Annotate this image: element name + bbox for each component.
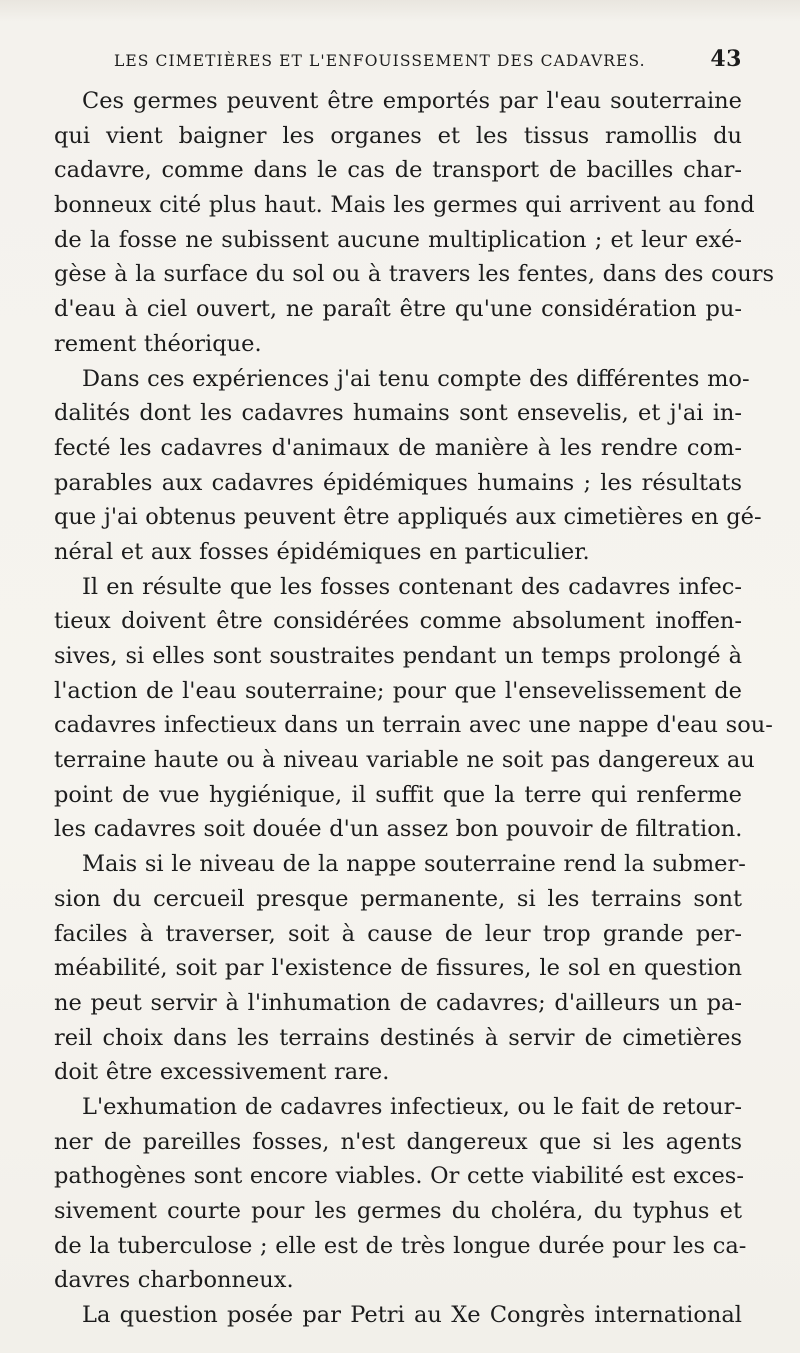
text-line: gèse à la surface du sol ou à travers les fentes, dans des cours	[54, 261, 775, 288]
text-line: parables aux cadavres épidémiques humains ; les résultats	[54, 469, 742, 496]
running-title: LES CIMETIÈRES ET L'ENFOUISSEMENT DES CADAVRES.	[114, 52, 646, 70]
text-line: cadavres infectieux dans un terrain avec une nappe d'eau sou-	[54, 712, 773, 739]
paragraph	[54, 570, 773, 848]
text-line: que j'ai obtenus peuvent être appliqués aux cimetières en gé-	[54, 504, 762, 531]
text-line: néral et aux fosses épidémiques en particulier.	[54, 538, 590, 565]
text-line: l'action de l'eau souterraine; pour que l'ensevelissement de	[54, 677, 742, 704]
text-line: de la fosse ne subissent aucune multiplication ; et leur exé-	[54, 226, 742, 253]
body-text	[54, 84, 775, 1333]
page-number: 43	[710, 46, 742, 72]
text-line: fecté les cadavres d'animaux de manière à les rendre com-	[54, 434, 742, 461]
text-line: de la tuberculose ; elle est de très longue durée pour les ca-	[54, 1232, 747, 1259]
running-header	[114, 46, 742, 76]
paragraph	[54, 1298, 742, 1333]
text-line: dalités dont les cadavres humains sont ensevelis, et j'ai in-	[54, 400, 742, 427]
text-line: Ces germes peuvent être emportés par l'eau souterraine	[82, 88, 742, 114]
text-line: rement théorique.	[54, 330, 262, 357]
text-line: point de vue hygiénique, il suffit que la terre qui renferme	[54, 781, 742, 808]
paragraph	[54, 1090, 747, 1298]
text-line: d'eau à ciel ouvert, ne paraît être qu'une considération pu-	[54, 296, 742, 323]
text-line: faciles à traverser, soit à cause de leur trop grande per-	[54, 920, 742, 947]
paragraph	[54, 847, 746, 1090]
paragraph	[54, 84, 775, 362]
text-line: tieux doivent être considérées comme absolument inoffen-	[54, 608, 742, 635]
text-line: Dans ces expériences j'ai tenu compte des différentes mo-	[82, 365, 750, 392]
text-line: Il en résulte que les fosses contenant des cadavres infec-	[82, 573, 742, 600]
text-line: sion du cercueil presque permanente, si les terrains sont	[54, 885, 742, 912]
text-line: sives, si elles sont soustraites pendant un temps prolongé à	[54, 643, 742, 669]
paragraph	[54, 362, 762, 570]
text-line: Mais si le niveau de la nappe souterraine rend la submer-	[82, 851, 746, 878]
text-line: terraine haute ou à niveau variable ne soit pas dangereux au	[54, 747, 755, 774]
text-line: reil choix dans les terrains destinés à servir de cimetières	[54, 1024, 742, 1051]
text-line: bonneux cité plus haut. Mais les germes qui arrivent au fond	[54, 192, 755, 219]
text-line: les cadavres soit douée d'un assez bon pouvoir de filtration.	[54, 816, 743, 843]
text-line: méabilité, soit par l'existence de fissures, le sol en question	[54, 955, 742, 982]
text-line: ne peut servir à l'inhumation de cadavres; d'ailleurs un pa-	[54, 989, 742, 1016]
text-line: sivement courte pour les germes du choléra, du typhus et	[54, 1198, 742, 1224]
text-line: L'exhumation de cadavres infectieux, ou le fait de retour-	[82, 1093, 742, 1120]
text-line: qui vient baigner les organes et les tissus ramollis du	[54, 122, 742, 149]
text-line: davres charbonneux.	[54, 1267, 294, 1294]
text-line: pathogènes sont encore viables. Or cette viabilité est exces-	[54, 1163, 744, 1190]
text-line: ner de pareilles fosses, n'est dangereux que si les agents	[54, 1128, 742, 1155]
text-line: La question posée par Petri au Xe Congrès international	[82, 1302, 742, 1329]
text-line: cadavre, comme dans le cas de transport de bacilles char-	[54, 157, 742, 184]
text-line: doit être excessivement rare.	[54, 1059, 390, 1086]
